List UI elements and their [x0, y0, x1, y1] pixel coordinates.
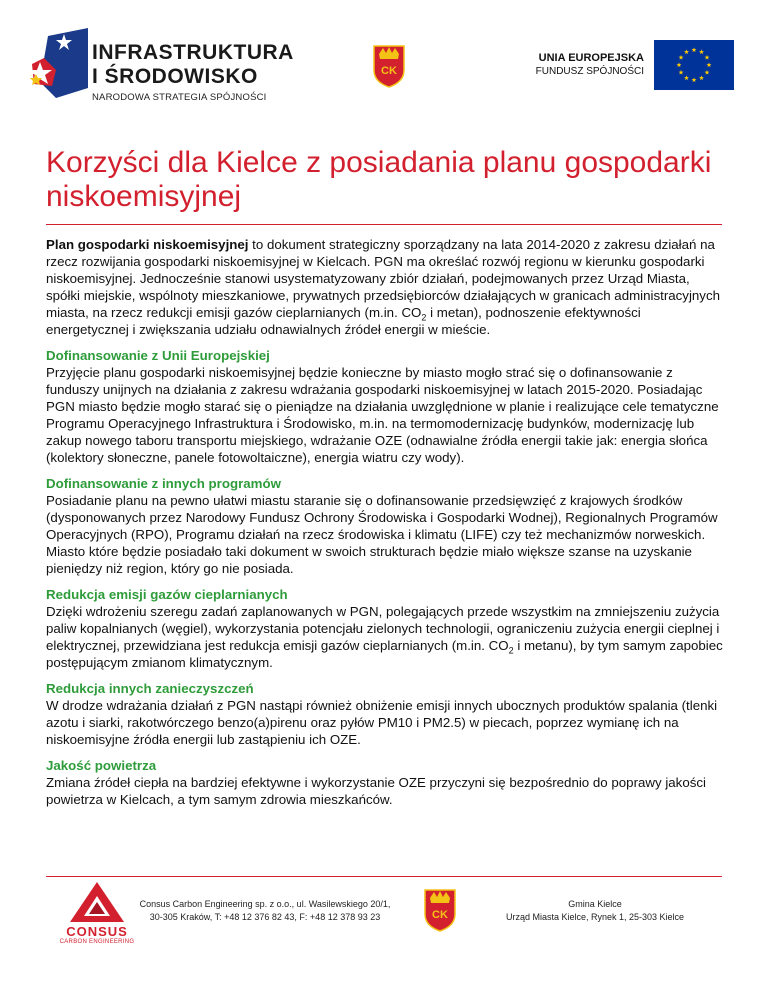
section-text-part1: Dzięki wdrożeniu szeregu zadań zaplanowanych w PGN, polegających przede wszystkim na zmniejszeniu zużycia paliw kopalnianych (węgiel), wykorzystania potencjału zielonych technologii, ograniczeniu zużycia energii cieplnej i elektrycznej, przewidziana jest redukcja emisji gazów cieplarnianych (m.in. CO: [46, 604, 720, 653]
crest-label: CK: [381, 65, 397, 77]
intro-text-part2: i metan), podnoszenie efektywności energetycznej i zwiększania udziału odnawialnych źródeł energii w mieście.: [46, 305, 641, 337]
footer-consus-address: [130, 898, 400, 924]
section-other-pollutants: [46, 680, 726, 748]
star-flag-icon: [26, 28, 88, 108]
document-body: [46, 236, 726, 817]
section-ghg-reduction: [46, 586, 726, 671]
crown-crest-icon: [424, 884, 456, 932]
gmina-address: Urząd Miasta Kielce, Rynek 1, 25-303 Kielce: [505, 912, 685, 922]
kielce-crest-bottom: [424, 884, 456, 932]
section-heading: Redukcja innych zanieczyszczeń: [46, 681, 254, 696]
section-heading: Dofinansowanie z Unii Europejskiej: [46, 348, 270, 363]
infra-subtitle: NARODOWA STRATEGIA SPÓJNOŚCI: [92, 92, 267, 103]
kielce-crest-top: [373, 40, 405, 88]
intro-paragraph: [46, 236, 726, 338]
section-eu-funding: [46, 347, 726, 466]
intro-text-part1: to dokument strategiczny sporządzany na lata 2014-2020 z zakresu działań na rzecz rozwijania gospodarki niskoemisyjnej w Kielcach. PGN ma określać rozwój regionu w kierunku gospodarki niskoemisyjnej. Jednocześnie stanowi usystematyzowany zbiór działań, podejmowanych przez Urząd Miasta, spółki miejskie, wspólnoty mieszkaniowe, prywatnych przedsiębiorców działających w granicach administracyjnych miasta, na rzecz redukcji emisji gazów cieplarnianych (m.in. CO: [46, 237, 720, 320]
section-text-part2: i metanu), by tym samym zapobiec postępującym zmianom klimatycznym.: [46, 638, 723, 670]
eu-flag-icon: [654, 40, 734, 90]
section-text: Zmiana źródeł ciepła na bardziej efektywne i wykorzystanie OZE przyczyni się bezpośrednio do poprawy jakości powietrza w Kielcach, a tym samym zdrowia mieszkańców.: [46, 775, 706, 807]
eu-subtitle: FUNDUSZ SPÓJNOŚCI: [535, 66, 644, 77]
section-heading: Dofinansowanie z innych programów: [46, 476, 281, 491]
footer-divider: [46, 876, 722, 877]
crest-label: CK: [432, 909, 448, 921]
section-heading: Redukcja emisji gazów cieplarnianych: [46, 587, 288, 602]
section-subscript: 2: [508, 645, 514, 656]
crown-crest-icon: [373, 40, 405, 88]
intro-lead: Plan gospodarki niskoemisyjnej: [46, 237, 249, 252]
page-title: Korzyści dla Kielce z posiadania planu gospodarki niskoemisyjnej: [46, 146, 712, 213]
infra-title-line1: INFRASTRUKTURA: [92, 41, 294, 64]
section-air-quality: [46, 757, 726, 808]
eu-title: UNIA EUROPEJSKA: [538, 52, 644, 64]
consus-address-line2: 30-305 Kraków, T: +48 12 376 82 43, F: +48 12 378 93 23: [149, 912, 381, 922]
consus-triangle-icon: [52, 880, 142, 924]
eu-logo: [500, 40, 736, 90]
section-text: Posiadanie planu na pewno ułatwi miastu staranie się o dofinansowanie przedsięwzięć z krajowych środków (dysponowanych przez Narodowy Fundusz Ochrony Środowiska i Gospodarki Wodnej), Regionalnych Programów Operacyjnych (RPO), Programu działań na rzecz środowiska i klimatu (LIFE) czy też mechanizmów norweskich. Miasto które będzie posiadało taki dokument w swoich strukturach będzie miało większe szanse na uzyskanie pieniędzy niż region, który go nie posiada.: [46, 493, 718, 576]
intro-subscript: 2: [421, 312, 427, 323]
consus-subtitle: CARBON ENGINEERING: [59, 939, 135, 945]
section-text: Przyjęcie planu gospodarki niskoemisyjnej będzie konieczne by miasto mogło strać się o dofinansowanie z funduszy unijnych na działania z zakresu wdrażania gospodarki niskoemisyjnej w latach 2015-2020. Posiadając PGN miasto będzie mogło starać się o pieniądze na działania uwzględnione w planie i realizujące cele tematyczne Programu Operacyjnego Infrastruktura i Środowisko, m.in. na termomodernizację budynków, modernizację lub zakup nowego taboru transportu miejskiego, wdrażanie OZE (odnawialne źródła energii takie jak: energia słońca (kolektory słoneczne, panele fotowoltaiczne), energia wiatru czy wody).: [46, 365, 719, 465]
section-other-funding: [46, 475, 726, 577]
section-heading: Jakość powietrza: [46, 758, 157, 773]
gmina-name: Gmina Kielce: [568, 899, 622, 909]
infra-title-line2: I ŚRODOWISKO: [92, 65, 258, 88]
title-divider: [46, 224, 722, 225]
consus-address-line1: Consus Carbon Engineering sp. z o.o., ul. Wasilewskiego 20/1,: [139, 899, 391, 909]
consus-logo: [52, 880, 142, 950]
infrastruktura-logo: [26, 28, 294, 108]
footer-gmina-address: [470, 898, 720, 924]
section-text: W drodze wdrażania działań z PGN nastąpi również obniżenie emisji innych ubocznych produktów spalania (tlenki azotu i siarki, rakotwórczego benzo(a)pirenu oraz pyłów PM10 i PM2.5) w piecach, poprzez wymianę ich na niskoemisyjne źródła energii lub zastąpieniu ich OZE.: [46, 698, 718, 747]
consus-name: CONSUS: [66, 924, 128, 939]
